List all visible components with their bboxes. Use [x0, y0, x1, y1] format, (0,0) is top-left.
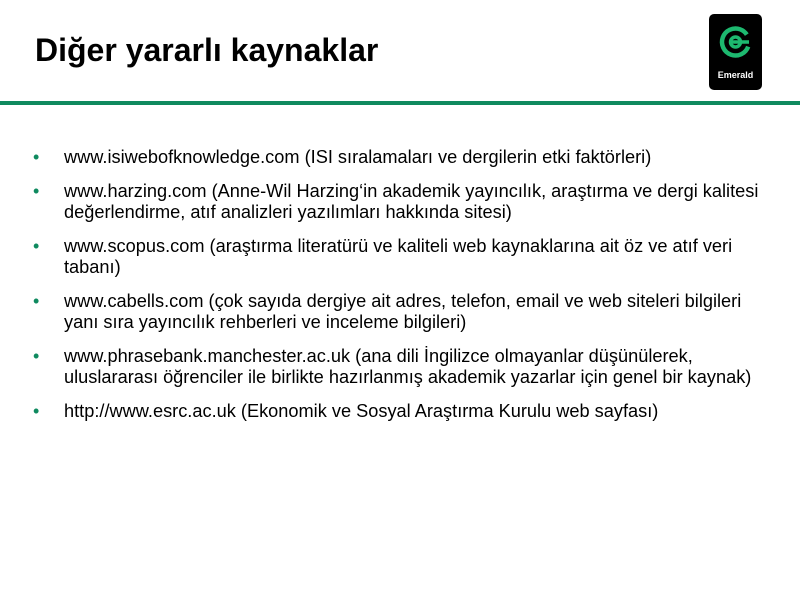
list-item-text: www.cabells.com (çok sayıda dergiye ait adres, telefon, email ve web siteleri bilgileri yanı sıra yayıncılık rehberleri ve inceleme bilgileri) — [64, 290, 742, 332]
list-item — [33, 291, 773, 334]
list-item — [33, 181, 773, 224]
list-item — [33, 147, 773, 169]
bullet-icon: • — [33, 345, 40, 366]
bullet-icon: • — [33, 235, 40, 256]
title-divider — [0, 101, 800, 105]
bullet-icon: • — [33, 180, 40, 201]
slide-title: Diğer yararlı kaynaklar — [35, 32, 379, 68]
bullet-icon: • — [33, 147, 40, 167]
list-item-text: http://www.esrc.ac.uk (Ekonomik ve Sosyal Araştırma Kurulu web sayfası) — [64, 400, 659, 421]
resource-list — [33, 147, 773, 434]
bullet-icon: • — [33, 290, 40, 311]
bullet-icon: • — [33, 400, 40, 421]
list-item-text: www.phrasebank.manchester.ac.uk (ana dili İngilizce olmayanlar düşünülerek, uluslararası öğrenciler ile birlikte hazırlanmış akademik yazarlar için genel bir kaynak) — [64, 345, 752, 387]
list-item — [33, 236, 773, 279]
list-item-text: www.isiwebofknowledge.com (ISI sıralamaları ve dergilerin etki faktörleri) — [64, 147, 652, 167]
emerald-logo — [709, 14, 762, 90]
list-item — [33, 346, 773, 389]
list-item-text: www.harzing.com (Anne-Wil Harzing‘in akademik yayıncılık, araştırma ve dergi kalitesi değerlendirme, atıf analizleri yazılımları hakkında sitesi) — [64, 180, 759, 222]
logo-text: Emerald — [717, 70, 754, 80]
list-item-text: www.scopus.com (araştırma literatürü ve kaliteli web kaynaklarına ait öz ve atıf veri tabanı) — [64, 235, 733, 277]
emerald-e-icon — [718, 23, 753, 65]
list-item — [33, 401, 773, 423]
